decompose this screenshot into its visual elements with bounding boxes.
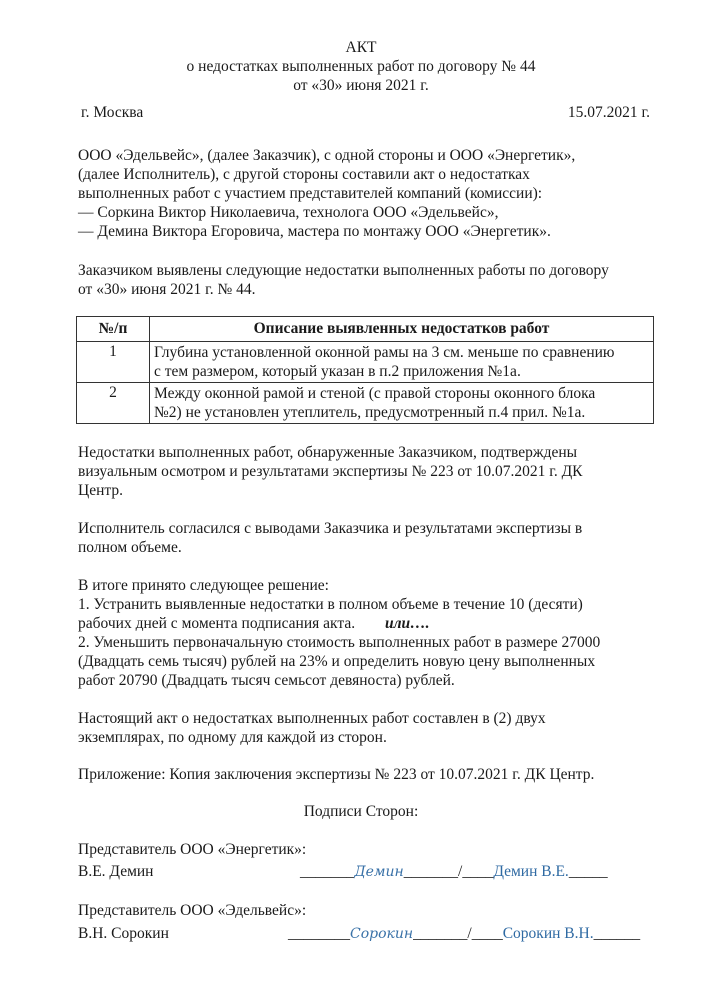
signature-blank: ______ (593, 925, 641, 942)
signature-line (300, 862, 608, 882)
findings-line: от «30» июня 2021 г. № 44. (78, 281, 256, 298)
intro-line: — Соркина Виктор Николаевича, технолога ООО «Эдельвейс», (78, 204, 499, 221)
decision-line (78, 614, 668, 633)
agreement-paragraph (78, 519, 668, 557)
signature-blank: _____ (568, 863, 608, 880)
description-line: с тем размером, который указан в п.2 приложения №1а. (154, 363, 521, 380)
agreement-line: полном объеме. (78, 539, 182, 556)
signature-blank: _______/____ (403, 863, 494, 880)
table-header-row (77, 317, 654, 342)
decision-line: (Двадцать семь тысяч) рублей на 23% и определить новую цену выполненных (78, 653, 596, 670)
representative-label: Представитель ООО «Энергетик»: (78, 841, 307, 858)
copies-line: экземплярах, по одному для каждой из сторон. (78, 729, 387, 746)
decision-line: 2. Уменьшить первоначальную стоимость выполненных работ в размере 27000 (78, 634, 601, 651)
intro-line: ООО «Эдельвейс», (далее Заказчик), с одной стороны и ООО «Энергетик», (78, 147, 576, 164)
copies-paragraph (78, 709, 668, 747)
description-line: Между оконной рамой и стеной (с правой стороны оконного блока (154, 385, 596, 402)
document-place: г. Москва (81, 104, 144, 121)
decision-line-text: рабочих дней с момента подписания акта. (78, 615, 356, 632)
table-cell-number: 1 (77, 342, 150, 383)
findings-line: Заказчиком выявлены следующие недостатки выполненных работы по договору (78, 262, 609, 279)
appendix-line: Приложение: Копия заключения экспертизы № 223 от 10.07.2021 г. ДК Центр. (78, 766, 595, 783)
table-cell-description (150, 383, 654, 424)
table-row (77, 342, 654, 383)
copies-line: Настоящий акт о недостатках выполненных работ составлен в (2) двух (78, 710, 546, 727)
representative-name: В.Е. Демин (78, 863, 154, 880)
description-line: №2) не установлен утеплитель, предусмотренный п.4 прил. №1а. (154, 404, 586, 421)
confirmation-line: Центр. (78, 482, 123, 499)
decision-line: 1. Устранить выявленные недостатки в полном объеме в течение 10 (десяти) (78, 596, 583, 613)
signature-blank: _______/____ (413, 925, 503, 942)
decision-line: работ 20790 (Двадцать тысяч семьсот девяноста) рублей. (78, 672, 455, 689)
confirmation-paragraph (78, 443, 668, 500)
handwritten-signature: Демин (354, 864, 404, 880)
defects-table (76, 316, 654, 424)
representative-name: В.Н. Сорокин (78, 925, 169, 942)
signatures-title: Подписи Сторон: (303, 803, 419, 820)
confirmation-line: визуальным осмотром и результатами экспертизы № 223 от 10.07.2021 г. ДК (78, 463, 583, 480)
handwritten-signature: Сорокин (350, 926, 414, 942)
document-title: АКТ (345, 39, 377, 56)
signature-blank: ________ (288, 925, 350, 942)
decision-paragraph (78, 576, 668, 690)
document-date: 15.07.2021 г. (567, 104, 650, 121)
table-cell-number: 2 (77, 383, 150, 424)
findings-paragraph (78, 261, 668, 299)
agreement-line: Исполнитель согласился с выводами Заказчика и результатами экспертизы в (78, 520, 583, 537)
table-row (77, 383, 654, 424)
table-header-description: Описание выявленных недостатков работ (150, 317, 654, 342)
confirmation-line: Недостатки выполненных работ, обнаруженные Заказчиком, подтверждены (78, 444, 578, 461)
table-cell-description (150, 342, 654, 383)
signature-blank: _______ (300, 863, 355, 880)
intro-line: выполненных работ с участием представителей компаний (комиссии): (78, 185, 543, 202)
document-date-line: от «30» июня 2021 г. (293, 77, 429, 94)
representative-label: Представитель ООО «Эдельвейс»: (78, 902, 307, 919)
intro-line: (далее Исполнитель), с другой стороны составили акт о недостатках (78, 166, 530, 183)
decision-or-text: или…. (384, 615, 430, 632)
signature-transcript: Сорокин В.Н. (502, 925, 594, 942)
table-header-number: №/п (77, 317, 150, 342)
appendix-paragraph (78, 765, 668, 784)
intro-line: — Демина Виктора Егоровича, мастера по монтажу ООО «Энергетик». (78, 223, 551, 240)
signature-transcript: Демин В.Е. (493, 863, 569, 880)
signature-line (288, 924, 640, 944)
description-line: Глубина установленной оконной рамы на 3 см. меньше по сравнению (154, 344, 615, 361)
document-subtitle: о недостатках выполненных работ по договору № 44 (186, 58, 536, 75)
intro-paragraph (78, 146, 668, 241)
decision-line: В итоге принято следующее решение: (78, 577, 329, 594)
